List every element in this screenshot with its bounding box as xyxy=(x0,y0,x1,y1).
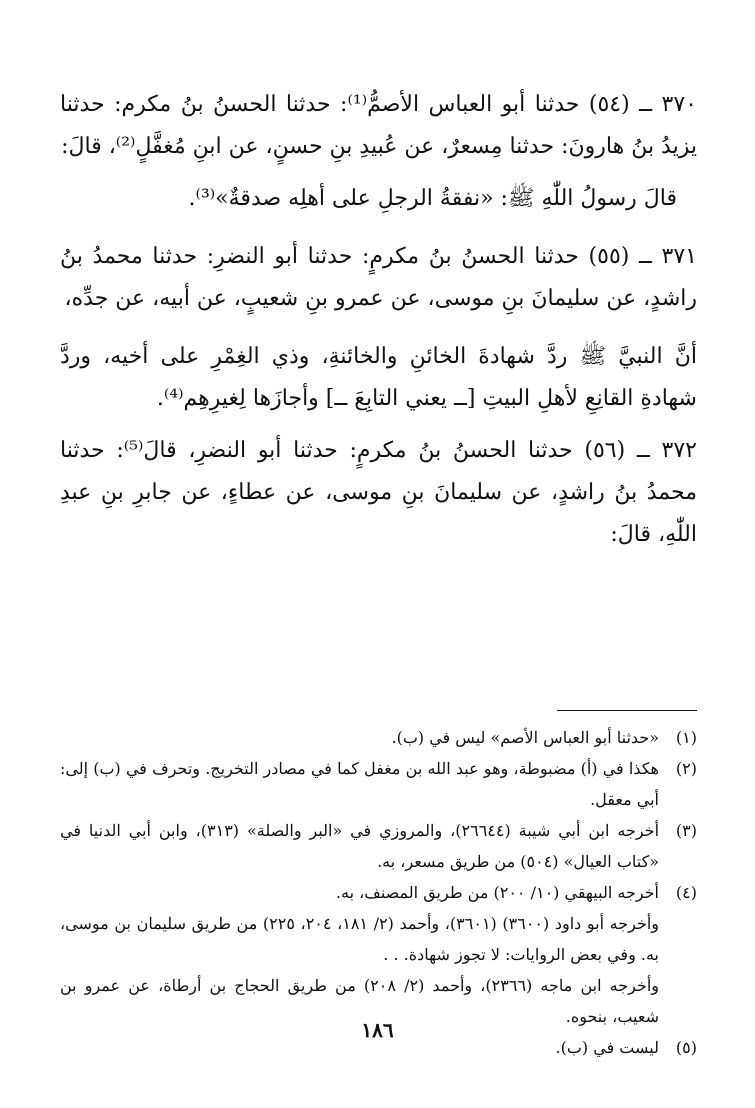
hadith-370-matn: قالَ رسولُ اللّٰهِ ﷺ: «نفقةُ الرجلِ على أهلِه صدقةٌ»⁽³⁾. xyxy=(188,186,677,211)
footnote-3 xyxy=(60,815,697,877)
hadith-371-isnad: ٣٧١ ــ (٥٥) حدثنا الحسنُ بنُ مكرمٍ: حدثنا أبو النضرِ: حدثنا محمدُ بنُ راشدٍ، عن سليمانَ بنِ موسى، عن عمرو بنِ شعيبٍ، عن أبيه، عن جدِّه، xyxy=(60,244,697,311)
footnote-number: (٥) xyxy=(675,1038,697,1057)
footnote-text: ليست في (ب). xyxy=(555,1038,659,1057)
footnotes xyxy=(60,722,697,1063)
footnote-text: وأخرجه ابن ماجه (٢٣٦٦)، وأحمد (٢/ ٢٠٨) من طريق الحجاج بن أرطاة، عن عمرو بن شعيب، بنحوه. xyxy=(60,976,660,1026)
footnote-text: «حدثنا أبو العباس الأصم» ليس في (ب). xyxy=(391,728,659,747)
book-page xyxy=(60,84,697,1108)
footnote-text: أخرجه البيهقي (١٠/ ٢٠٠) من طريق المصنف، به. xyxy=(335,883,659,902)
footnote-text: هكذا في (أ) مضبوطة، وهو عبد الله بن مغفل كما في مصادر التخريج. وتحرف في (ب) إلى: أبي معقل. xyxy=(60,759,659,809)
hadith-372-isnad: ٣٧٢ ــ (٥٦) حدثنا الحسنُ بنُ مكرمٍ: حدثنا أبو النضرِ، قالَ⁽⁵⁾: حدثنا محمدُ بنُ راشدٍ، عن سليمانَ بنِ موسى، عن عطاءٍ، عن جابرِ بنِ عبدِ اللّٰهِ، قالَ: xyxy=(60,438,697,547)
footnote-1 xyxy=(60,722,697,753)
footnote-number: (٢) xyxy=(675,759,697,778)
footnote-number: (٤) xyxy=(675,883,697,902)
footnote-number: (٣) xyxy=(675,821,697,840)
hadith-370-isnad: ٣٧٠ ــ (٥٤) حدثنا أبو العباس الأصمُّ⁽¹⁾: حدثنا الحسنُ بنُ مكرم: حدثنا يزيدُ بنُ هارونَ: حدثنا مِسعرٌ، عن عُبيدِ بنِ حسنٍ، عن ابنِ مُغفَّلٍ⁽²⁾، قالَ: xyxy=(60,92,697,159)
footnote-number: (١) xyxy=(675,728,697,747)
footnote-text: وأخرجه أبو داود (٣٦٠٠) (٣٦٠١)، وأحمد (٢/ ١٨١، ٢٠٤، ٢٢٥) من طريق سليمان بن موسى، به. وفي بعض الروايات: لا تجوز شهادة. . . xyxy=(60,914,660,964)
footnote-2 xyxy=(60,753,697,815)
footnote-4 xyxy=(60,877,697,1032)
page-number: ١٨٦ xyxy=(361,1018,394,1042)
hadith-371-matn: أنَّ النبيَّ ﷺ ردَّ شهادةَ الخائنِ والخائنةِ، وذي الغِمْرِ على أخيه، وردَّ شهادةِ القانِعِ لأهلِ البيتِ [ــ يعني التابِعَ ــ] وأجازَها لِغيرِهِم⁽⁴⁾. xyxy=(60,344,697,411)
footnote-divider xyxy=(557,710,697,711)
footnote-text: أخرجه ابن أبي شيبة (٢٦٦٤٤)، والمروزي في «البر والصلة» (٣١٣)، وابن أبي الدنيا في «كتاب العيال» (٥٠٤) من طريق مسعر، به. xyxy=(60,821,660,871)
